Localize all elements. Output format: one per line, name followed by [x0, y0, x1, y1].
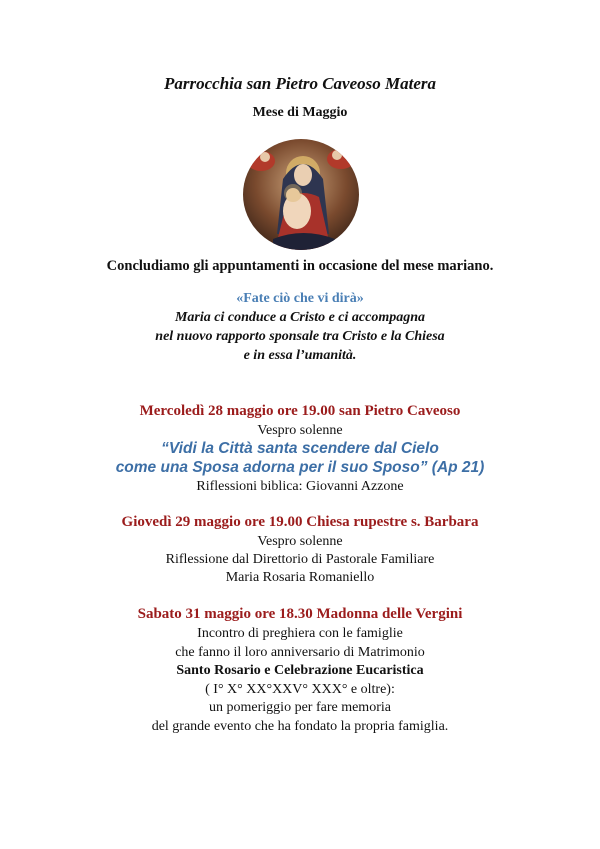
event-line: Maria Rosaria Romaniello	[225, 570, 375, 585]
event-line: Incontro di preghiera con le famiglie	[197, 626, 403, 641]
event-line: Vespro solenne	[257, 423, 343, 438]
event-heading: Giovedì 29 maggio ore 19.00 Chiesa rupestre s. Barbara	[121, 514, 479, 530]
event-line: un pomeriggio per fare memoria	[209, 700, 391, 715]
parish-title: Parrocchia san Pietro Caveoso Matera	[164, 74, 436, 93]
event-heading: Sabato 31 maggio ore 18.30 Madonna delle Vergini	[137, 606, 463, 622]
madonna-painting-icon	[243, 139, 359, 250]
scripture-line: come una Sposa adorna per il suo Sposo” (Ap 21)	[115, 459, 485, 476]
month-subtitle: Mese di Maggio	[252, 105, 348, 120]
event-line: Santo Rosario e Celebrazione Eucaristica	[176, 663, 424, 678]
event-line: Riflessioni biblica: Giovanni Azzone	[196, 479, 404, 494]
event-line: Riflessione dal Direttorio di Pastorale Familiare	[165, 552, 435, 567]
quote-heading: «Fate ciò che vi dirà»	[236, 291, 364, 306]
event-line: che fanno il loro anniversario di Matrimonio	[175, 645, 425, 660]
quote-line: Maria ci conduce a Cristo e ci accompagna	[174, 310, 426, 325]
quote-line: e in essa l’umanità.	[243, 348, 357, 363]
event-line: ( I° X° XX°XXV° XXX° e oltre):	[205, 682, 395, 697]
scripture-line: “Vidi la Città santa scendere dal Cielo	[161, 440, 439, 457]
intro-text: Concludiamo gli appuntamenti in occasione del mese mariano.	[106, 258, 494, 274]
madonna-and-child-painting	[243, 139, 359, 250]
event-line: del grande evento che ha fondato la propria famiglia.	[151, 719, 449, 734]
event-line: Vespro solenne	[257, 534, 343, 549]
quote-line: nel nuovo rapporto sponsale tra Cristo e la Chiesa	[155, 329, 445, 344]
event-heading: Mercoledì 28 maggio ore 19.00 san Pietro Caveoso	[139, 403, 461, 419]
